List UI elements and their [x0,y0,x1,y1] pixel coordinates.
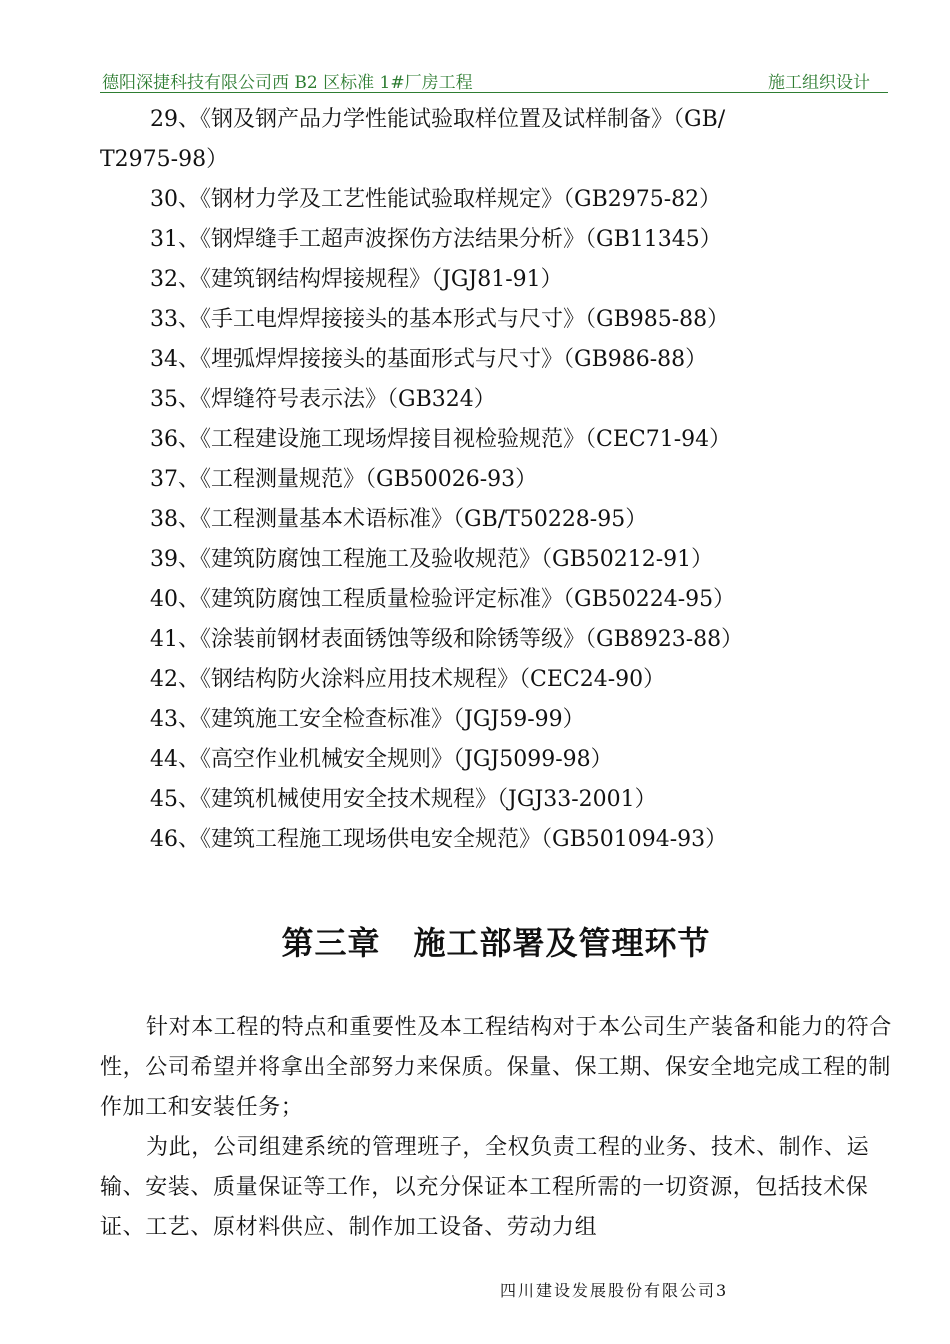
paragraph: 为此，公司组建系统的管理班子，全权负责工程的业务、技术、制作、运输、安装、质量保证等工作，以充分保证本工程所需的一切资源，包括技术保证、工艺、原材料供应、制作加工设备、劳动力组 [100,1135,870,1240]
reference-item: 35、《焊缝符号表示法》（GB324） [150,387,496,412]
reference-item: 36、《工程建设施工现场焊接目视检验规范》（CEC71-94） [150,427,732,452]
reference-list [100,100,892,860]
reference-item: 38、《工程测量基本术语标准》（GB/T50228-95） [150,507,648,532]
reference-item: 40、《建筑防腐蚀工程质量检验评定标准》（GB50224-95） [150,587,736,612]
reference-item: 37、《工程测量规范》（GB50026-93） [150,467,538,492]
reference-item: 33、《手工电焊焊接接头的基本形式与尺寸》（GB985-88） [150,307,730,332]
reference-item: 30、《钢材力学及工艺性能试验取样规定》（GB2975-82） [150,187,722,212]
body-paragraphs [100,1008,892,1248]
reference-item: 39、《建筑防腐蚀工程施工及验收规范》（GB50212-91） [150,547,714,572]
reference-item: 44、《高空作业机械安全规则》（JGJ5099-98） [150,747,613,772]
reference-item: 46、《建筑工程施工现场供电安全规范》（GB501094-93） [150,827,728,852]
reference-item: 43、《建筑施工安全检查标准》（JGJ59-99） [150,707,585,732]
reference-item: 31、《钢焊缝手工超声波探伤方法结果分析》（GB11345） [150,227,722,252]
reference-item: 32、《建筑钢结构焊接规程》（JGJ81-91） [150,267,563,292]
reference-item: 45、《建筑机械使用安全技术规程》（JGJ33-2001） [150,787,657,812]
chapter-title: 第三章 施工部署及管理环节 [281,924,711,962]
header-project-title: 德阳深捷科技有限公司西 B2 区标准 1#厂房工程 [102,73,473,93]
reference-item-line1: 29、《钢及钢产品力学性能试验取样位置及试样制备》（GB/ [150,107,726,132]
reference-item: 41、《涂装前钢材表面锈蚀等级和除锈等级》（GB8923-88） [150,627,744,652]
header-document-type: 施工组织设计 [768,73,870,93]
page-footer: 四川建设发展股份有限公司3 [500,1281,729,1300]
reference-item: 34、《埋弧焊焊接接头的基面形式与尺寸》（GB986-88） [150,347,708,372]
reference-item [100,100,892,180]
reference-item-line2: T2975-98） [100,147,229,172]
reference-item: 42、《钢结构防火涂料应用技术规程》（CEC24-90） [150,667,666,692]
paragraph: 针对本工程的特点和重要性及本工程结构对于本公司生产装备和能力的符合性，公司希望并将拿出全部努力来保质。保量、保工期、保安全地完成工程的制作加工和安装任务； [100,1015,892,1120]
page-header [100,64,888,93]
